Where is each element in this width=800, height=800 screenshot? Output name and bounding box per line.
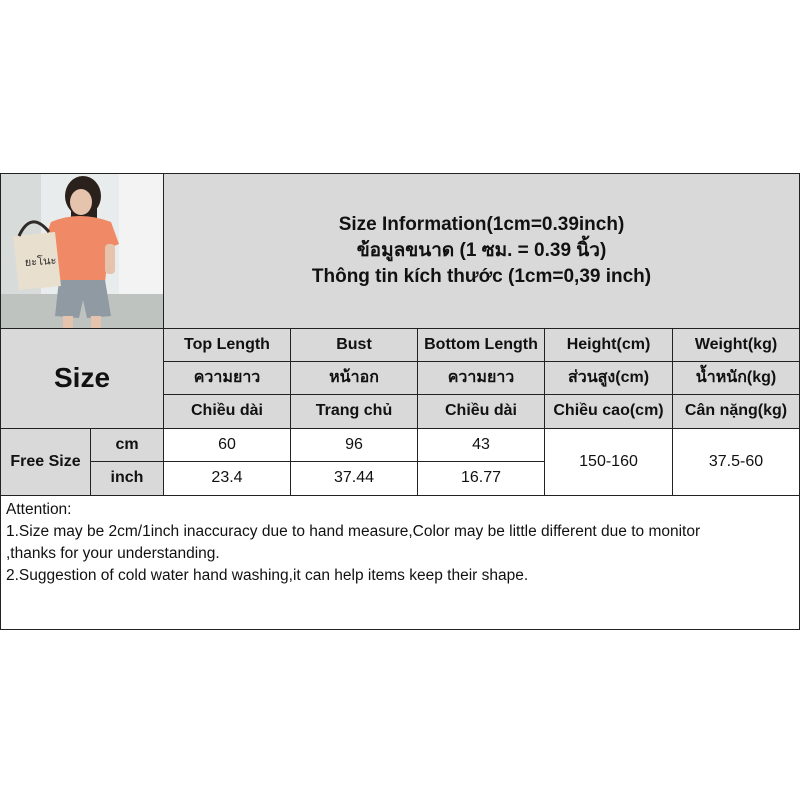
cm-top-length-value: 60 (163, 428, 291, 462)
size-label: Size (0, 328, 164, 429)
col-bottom-length-th: ความยาว (417, 361, 545, 395)
col-bottom-length-vi: Chiều dài (417, 394, 545, 429)
unit-inch-label: inch (90, 461, 164, 496)
col-top-length-th: ความยาว (163, 361, 291, 395)
model-photo-image (1, 174, 163, 328)
cm-bust-value: 96 (290, 428, 418, 462)
attention-notes (0, 495, 800, 630)
title-english: Size Information(1cm=0.39inch) (338, 214, 625, 236)
col-weight-th: น้ำหนัก(kg) (672, 361, 800, 395)
height-value: 150-160 (544, 428, 673, 496)
product-photo (0, 173, 164, 329)
notes-line-3: 2.Suggestion of cold water hand washing,it can help items keep their shape. (6, 567, 529, 584)
col-top-length-en: Top Length (163, 328, 291, 362)
weight-value: 37.5-60 (672, 428, 800, 496)
notes-line-2: ,thanks for your understanding. (6, 545, 220, 562)
size-chart (0, 173, 800, 630)
col-bust-th: หน้าอก (290, 361, 418, 395)
col-bust-vi: Trang chủ (290, 394, 418, 429)
col-bottom-length-en: Bottom Length (417, 328, 545, 362)
notes-heading: Attention: (6, 501, 72, 518)
free-size-label: Free Size (0, 428, 91, 496)
col-weight-en: Weight(kg) (672, 328, 800, 362)
bag-print-text: ยะโนะ (24, 253, 57, 269)
inch-bust-value: 37.44 (290, 461, 418, 496)
cm-bottom-length-value: 43 (417, 428, 545, 462)
unit-cm-label: cm (90, 428, 164, 462)
col-height-en: Height(cm) (544, 328, 673, 362)
col-weight-vi: Cân nặng(kg) (672, 394, 800, 429)
title-vietnamese: Thông tin kích thước (1cm=0,39 inch) (311, 265, 652, 287)
notes-line-1: 1.Size may be 2cm/1inch inaccuracy due to hand measure,Color may be little different due to monitor (6, 523, 701, 540)
col-height-th: ส่วนสูง(cm) (544, 361, 673, 395)
size-info-header (163, 173, 800, 329)
col-height-vi: Chiều cao(cm) (544, 394, 673, 429)
title-thai: ข้อมูลขนาด (1 ซม. = 0.39 นิ้ว) (356, 240, 607, 262)
inch-bottom-length-value: 16.77 (417, 461, 545, 496)
col-bust-en: Bust (290, 328, 418, 362)
inch-top-length-value: 23.4 (163, 461, 291, 496)
col-top-length-vi: Chiều dài (163, 394, 291, 429)
